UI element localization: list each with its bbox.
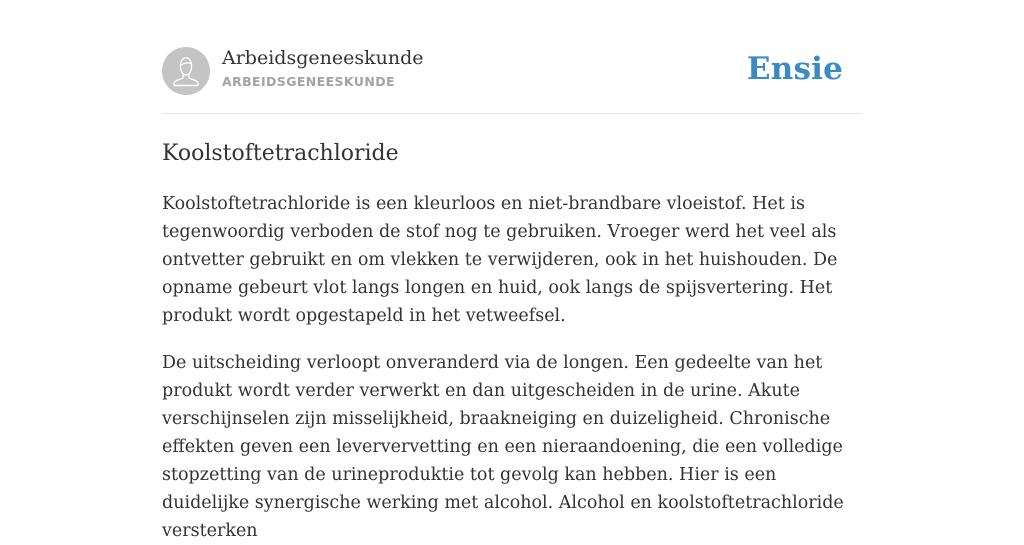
article-header xyxy=(162,0,862,114)
article-paragraph: Koolstoftetrachloride is een kleurloos en niet-brandbare vloeistof. Het is tegenwoordig verboden de stof nog te gebruiken. Vroeger werd het veel als ontvetter gebruikt en om vlekken te verwijderen, ook in het huishouden. De opname gebeurt vlot langs longen en huid, ook langs de spijsvertering. Het produkt wordt opgestapeld in het vetweefsel. xyxy=(162,194,838,326)
user-icon xyxy=(162,47,210,95)
article-body xyxy=(162,190,862,545)
author-info xyxy=(222,45,423,92)
article-container xyxy=(162,0,862,545)
article-paragraph: De uitscheiding verloopt onveranderd via de longen. Een gedeelte van het produkt wordt verder verwerkt en dan uitgescheiden in de urine. Akute verschijnselen zijn misselijkheid, braakneiging en duizeligheid. Chronische effekten geven een leververvetting en een nieraandoening, die een volledige stopzetting van de urineproduktie tot gevolg kan hebben. Hier is een duidelijke synergische werking met alcohol. Alcohol en koolstoftetrachloride versterken xyxy=(162,353,844,541)
article-title: Koolstoftetrachloride xyxy=(162,141,399,166)
brand-logo[interactable]: Ensie xyxy=(746,51,843,87)
author-name[interactable]: Arbeidsgeneeskunde xyxy=(222,47,424,69)
author-avatar[interactable] xyxy=(162,47,210,95)
author-subtitle: ARBEIDSGENEESKUNDE xyxy=(222,74,395,89)
